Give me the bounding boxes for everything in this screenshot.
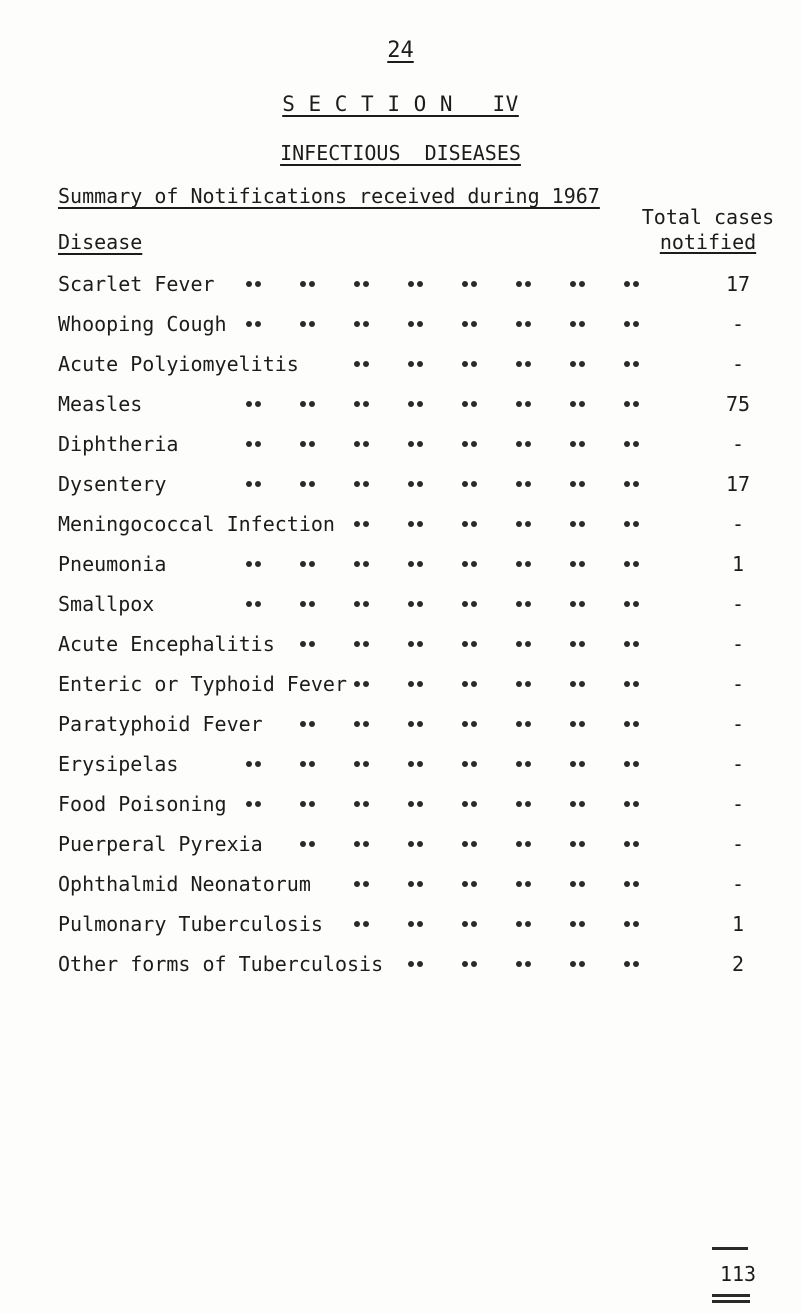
leader-dot-pair: [624, 361, 630, 367]
leader-dot-pair: [354, 521, 360, 527]
total-double-underline: [712, 1294, 750, 1303]
leader-dots: [246, 401, 678, 409]
leader-dot-pair: [462, 361, 468, 367]
leader-dot-pair: [624, 961, 630, 967]
table-row: [58, 392, 778, 432]
leader-dot-pair: [516, 361, 522, 367]
table-row: [58, 312, 778, 352]
leader-dot-pair: [300, 641, 306, 647]
page-heading: INFECTIOUS DISEASES: [280, 141, 521, 165]
total-cases-value: -: [731, 312, 745, 336]
summary-title: Summary of Notifications received during 1967: [58, 184, 600, 208]
notifications-table: [58, 272, 778, 992]
table-row: [58, 872, 778, 912]
leader-dot-pair: [462, 481, 468, 487]
leader-dot-pair: [462, 801, 468, 807]
leader-dot-pair: [516, 561, 522, 567]
total-cases-value: 17: [725, 472, 751, 496]
leader-dot-pair: [354, 841, 360, 847]
leader-dot-pair: [408, 961, 414, 967]
leader-dot-pair: [570, 601, 576, 607]
leader-dot-pair: [516, 281, 522, 287]
leader-dot-pair: [570, 961, 576, 967]
leader-dot-pair: [624, 681, 630, 687]
leader-dot-pair: [462, 681, 468, 687]
disease-name: Whooping Cough: [58, 312, 227, 336]
leader-dot-pair: [354, 761, 360, 767]
disease-name: Acute Polyiomyelitis: [58, 352, 299, 376]
table-row: [58, 632, 778, 672]
leader-dots: [246, 441, 678, 449]
table-row: [58, 832, 778, 872]
total-cases-value: -: [731, 672, 745, 696]
leader-dot-pair: [462, 401, 468, 407]
leader-dot-pair: [354, 481, 360, 487]
leader-dot-pair: [408, 881, 414, 887]
disease-name: Ophthalmid Neonatorum: [58, 872, 311, 896]
leader-dot-pair: [570, 921, 576, 927]
leader-dot-pair: [462, 601, 468, 607]
total-cases-value: 1: [731, 552, 745, 576]
leader-dot-pair: [246, 801, 252, 807]
leader-dot-pair: [516, 761, 522, 767]
leader-dot-pair: [516, 681, 522, 687]
leader-dot-pair: [462, 521, 468, 527]
total-cases-value: -: [731, 432, 745, 456]
leader-dots: [354, 881, 678, 889]
leader-dot-pair: [462, 321, 468, 327]
leader-dot-pair: [624, 601, 630, 607]
leader-dot-pair: [516, 441, 522, 447]
leader-dot-pair: [408, 601, 414, 607]
leader-dot-pair: [408, 801, 414, 807]
disease-name: Meningococcal Infection: [58, 512, 335, 536]
leader-dot-pair: [408, 561, 414, 567]
leader-dot-pair: [462, 281, 468, 287]
leader-dot-pair: [408, 641, 414, 647]
leader-dot-pair: [624, 321, 630, 327]
leader-dot-pair: [408, 841, 414, 847]
table-row: [58, 512, 778, 552]
leader-dots: [354, 361, 678, 369]
leader-dot-pair: [354, 321, 360, 327]
leader-dot-pair: [570, 881, 576, 887]
leader-dot-pair: [624, 521, 630, 527]
leader-dot-pair: [570, 561, 576, 567]
disease-name: Puerperal Pyrexia: [58, 832, 263, 856]
disease-name: Enteric or Typhoid Fever: [58, 672, 347, 696]
leader-dot-pair: [462, 441, 468, 447]
disease-name: Measles: [58, 392, 143, 416]
total-cases-value: -: [731, 712, 745, 736]
leader-dot-pair: [300, 841, 306, 847]
leader-dots: [246, 761, 678, 769]
leader-dot-pair: [354, 561, 360, 567]
leader-dot-pair: [570, 761, 576, 767]
leader-dot-pair: [354, 281, 360, 287]
leader-dot-pair: [246, 761, 252, 767]
leader-dot-pair: [570, 681, 576, 687]
leader-dot-pair: [516, 601, 522, 607]
leader-dot-pair: [570, 321, 576, 327]
leader-dot-pair: [300, 441, 306, 447]
leader-dot-pair: [570, 721, 576, 727]
total-cases-value: 1: [731, 912, 745, 936]
leader-dot-pair: [408, 281, 414, 287]
leader-dot-pair: [624, 401, 630, 407]
leader-dot-pair: [516, 961, 522, 967]
total-cases-value: -: [731, 752, 745, 776]
leader-dot-pair: [408, 401, 414, 407]
leader-dot-pair: [246, 601, 252, 607]
total-cases-header: [618, 205, 798, 255]
leader-dot-pair: [246, 561, 252, 567]
leader-dot-pair: [624, 721, 630, 727]
leader-dot-pair: [408, 921, 414, 927]
total-cases-value: -: [731, 352, 745, 376]
leader-dot-pair: [624, 881, 630, 887]
total-cases-value: 2: [731, 952, 745, 976]
leader-dot-pair: [624, 481, 630, 487]
leader-dot-pair: [408, 721, 414, 727]
leader-dots: [354, 521, 678, 529]
leader-dot-pair: [462, 641, 468, 647]
total-cases-value: -: [731, 792, 745, 816]
leader-dot-pair: [354, 401, 360, 407]
total-cases-value: 75: [725, 392, 751, 416]
disease-name: Pneumonia: [58, 552, 167, 576]
table-row: [58, 952, 778, 992]
table-row: [58, 552, 778, 592]
leader-dot-pair: [246, 281, 252, 287]
disease-name: Smallpox: [58, 592, 155, 616]
leader-dot-pair: [354, 601, 360, 607]
leader-dot-pair: [516, 881, 522, 887]
leader-dot-pair: [354, 921, 360, 927]
disease-name: Other forms of Tuberculosis: [58, 952, 384, 976]
disease-name: Acute Encephalitis: [58, 632, 275, 656]
leader-dot-pair: [300, 481, 306, 487]
leader-dot-pair: [462, 921, 468, 927]
leader-dot-pair: [354, 641, 360, 647]
disease-name: Food Poisoning: [58, 792, 227, 816]
leader-dot-pair: [408, 681, 414, 687]
leader-dot-pair: [246, 441, 252, 447]
leader-dot-pair: [462, 761, 468, 767]
sum-rule: [712, 1247, 748, 1250]
leader-dots: [408, 961, 678, 969]
leader-dot-pair: [246, 481, 252, 487]
total-cases-value: 17: [725, 272, 751, 296]
table-row: [58, 472, 778, 512]
leader-dot-pair: [570, 521, 576, 527]
leader-dots: [354, 921, 678, 929]
leader-dot-pair: [462, 841, 468, 847]
leader-dot-pair: [516, 921, 522, 927]
leader-dots: [246, 801, 678, 809]
leader-dot-pair: [462, 881, 468, 887]
leader-dot-pair: [300, 321, 306, 327]
leader-dot-pair: [624, 441, 630, 447]
table-row: [58, 712, 778, 752]
leader-dot-pair: [408, 521, 414, 527]
leader-dots: [246, 481, 678, 489]
leader-dot-pair: [570, 441, 576, 447]
leader-dot-pair: [570, 361, 576, 367]
disease-name: Erysipelas: [58, 752, 179, 776]
total-cases-value: -: [731, 872, 745, 896]
leader-dot-pair: [408, 761, 414, 767]
leader-dot-pair: [624, 281, 630, 287]
table-row: [58, 912, 778, 952]
leader-dots: [246, 281, 678, 289]
disease-name: Diphtheria: [58, 432, 179, 456]
leader-dot-pair: [408, 321, 414, 327]
table-row: [58, 352, 778, 392]
disease-name: Scarlet Fever: [58, 272, 215, 296]
leader-dot-pair: [354, 441, 360, 447]
leader-dot-pair: [354, 681, 360, 687]
leader-dot-pair: [570, 841, 576, 847]
page-number: 24: [387, 38, 414, 63]
table-row: [58, 672, 778, 712]
total-cases-header-line1: Total cases: [641, 205, 775, 229]
disease-name: Paratyphoid Fever: [58, 712, 263, 736]
total-cases-value: -: [731, 592, 745, 616]
leader-dot-pair: [462, 721, 468, 727]
table-row: [58, 592, 778, 632]
grand-total: 113: [719, 1262, 757, 1286]
leader-dot-pair: [354, 721, 360, 727]
leader-dot-pair: [300, 601, 306, 607]
table-row: [58, 792, 778, 832]
leader-dot-pair: [408, 441, 414, 447]
leader-dot-pair: [354, 801, 360, 807]
leader-dot-pair: [516, 321, 522, 327]
leader-dot-pair: [624, 641, 630, 647]
leader-dot-pair: [408, 361, 414, 367]
leader-dot-pair: [300, 801, 306, 807]
leader-dots: [300, 721, 678, 729]
leader-dot-pair: [516, 721, 522, 727]
leader-dot-pair: [462, 961, 468, 967]
leader-dot-pair: [300, 761, 306, 767]
leader-dot-pair: [462, 561, 468, 567]
disease-name: Pulmonary Tuberculosis: [58, 912, 323, 936]
leader-dot-pair: [516, 521, 522, 527]
leader-dots: [354, 681, 678, 689]
section-title: S E C T I O N IV: [282, 92, 519, 116]
leader-dot-pair: [624, 561, 630, 567]
leader-dot-pair: [300, 721, 306, 727]
leader-dot-pair: [570, 801, 576, 807]
leader-dot-pair: [246, 321, 252, 327]
total-cases-header-line2: notified: [659, 230, 757, 254]
total-cases-value: -: [731, 512, 745, 536]
leader-dot-pair: [354, 881, 360, 887]
leader-dot-pair: [408, 481, 414, 487]
leader-dot-pair: [300, 281, 306, 287]
leader-dot-pair: [300, 401, 306, 407]
total-cases-value: -: [731, 632, 745, 656]
leader-dot-pair: [246, 401, 252, 407]
total-cases-value: -: [731, 832, 745, 856]
leader-dot-pair: [624, 921, 630, 927]
leader-dot-pair: [570, 481, 576, 487]
leader-dot-pair: [516, 801, 522, 807]
leader-dots: [300, 841, 678, 849]
leader-dot-pair: [516, 641, 522, 647]
leader-dot-pair: [570, 401, 576, 407]
table-row: [58, 272, 778, 312]
leader-dot-pair: [300, 561, 306, 567]
leader-dot-pair: [570, 641, 576, 647]
leader-dots: [246, 561, 678, 569]
leader-dot-pair: [624, 761, 630, 767]
leader-dot-pair: [516, 841, 522, 847]
leader-dot-pair: [624, 801, 630, 807]
leader-dot-pair: [624, 841, 630, 847]
leader-dots: [246, 601, 678, 609]
disease-name: Dysentery: [58, 472, 167, 496]
leader-dot-pair: [516, 401, 522, 407]
leader-dot-pair: [354, 361, 360, 367]
leader-dots: [300, 641, 678, 649]
table-row: [58, 432, 778, 472]
table-row: [58, 752, 778, 792]
leader-dot-pair: [516, 481, 522, 487]
disease-header: Disease: [58, 230, 143, 254]
leader-dots: [246, 321, 678, 329]
leader-dot-pair: [570, 281, 576, 287]
